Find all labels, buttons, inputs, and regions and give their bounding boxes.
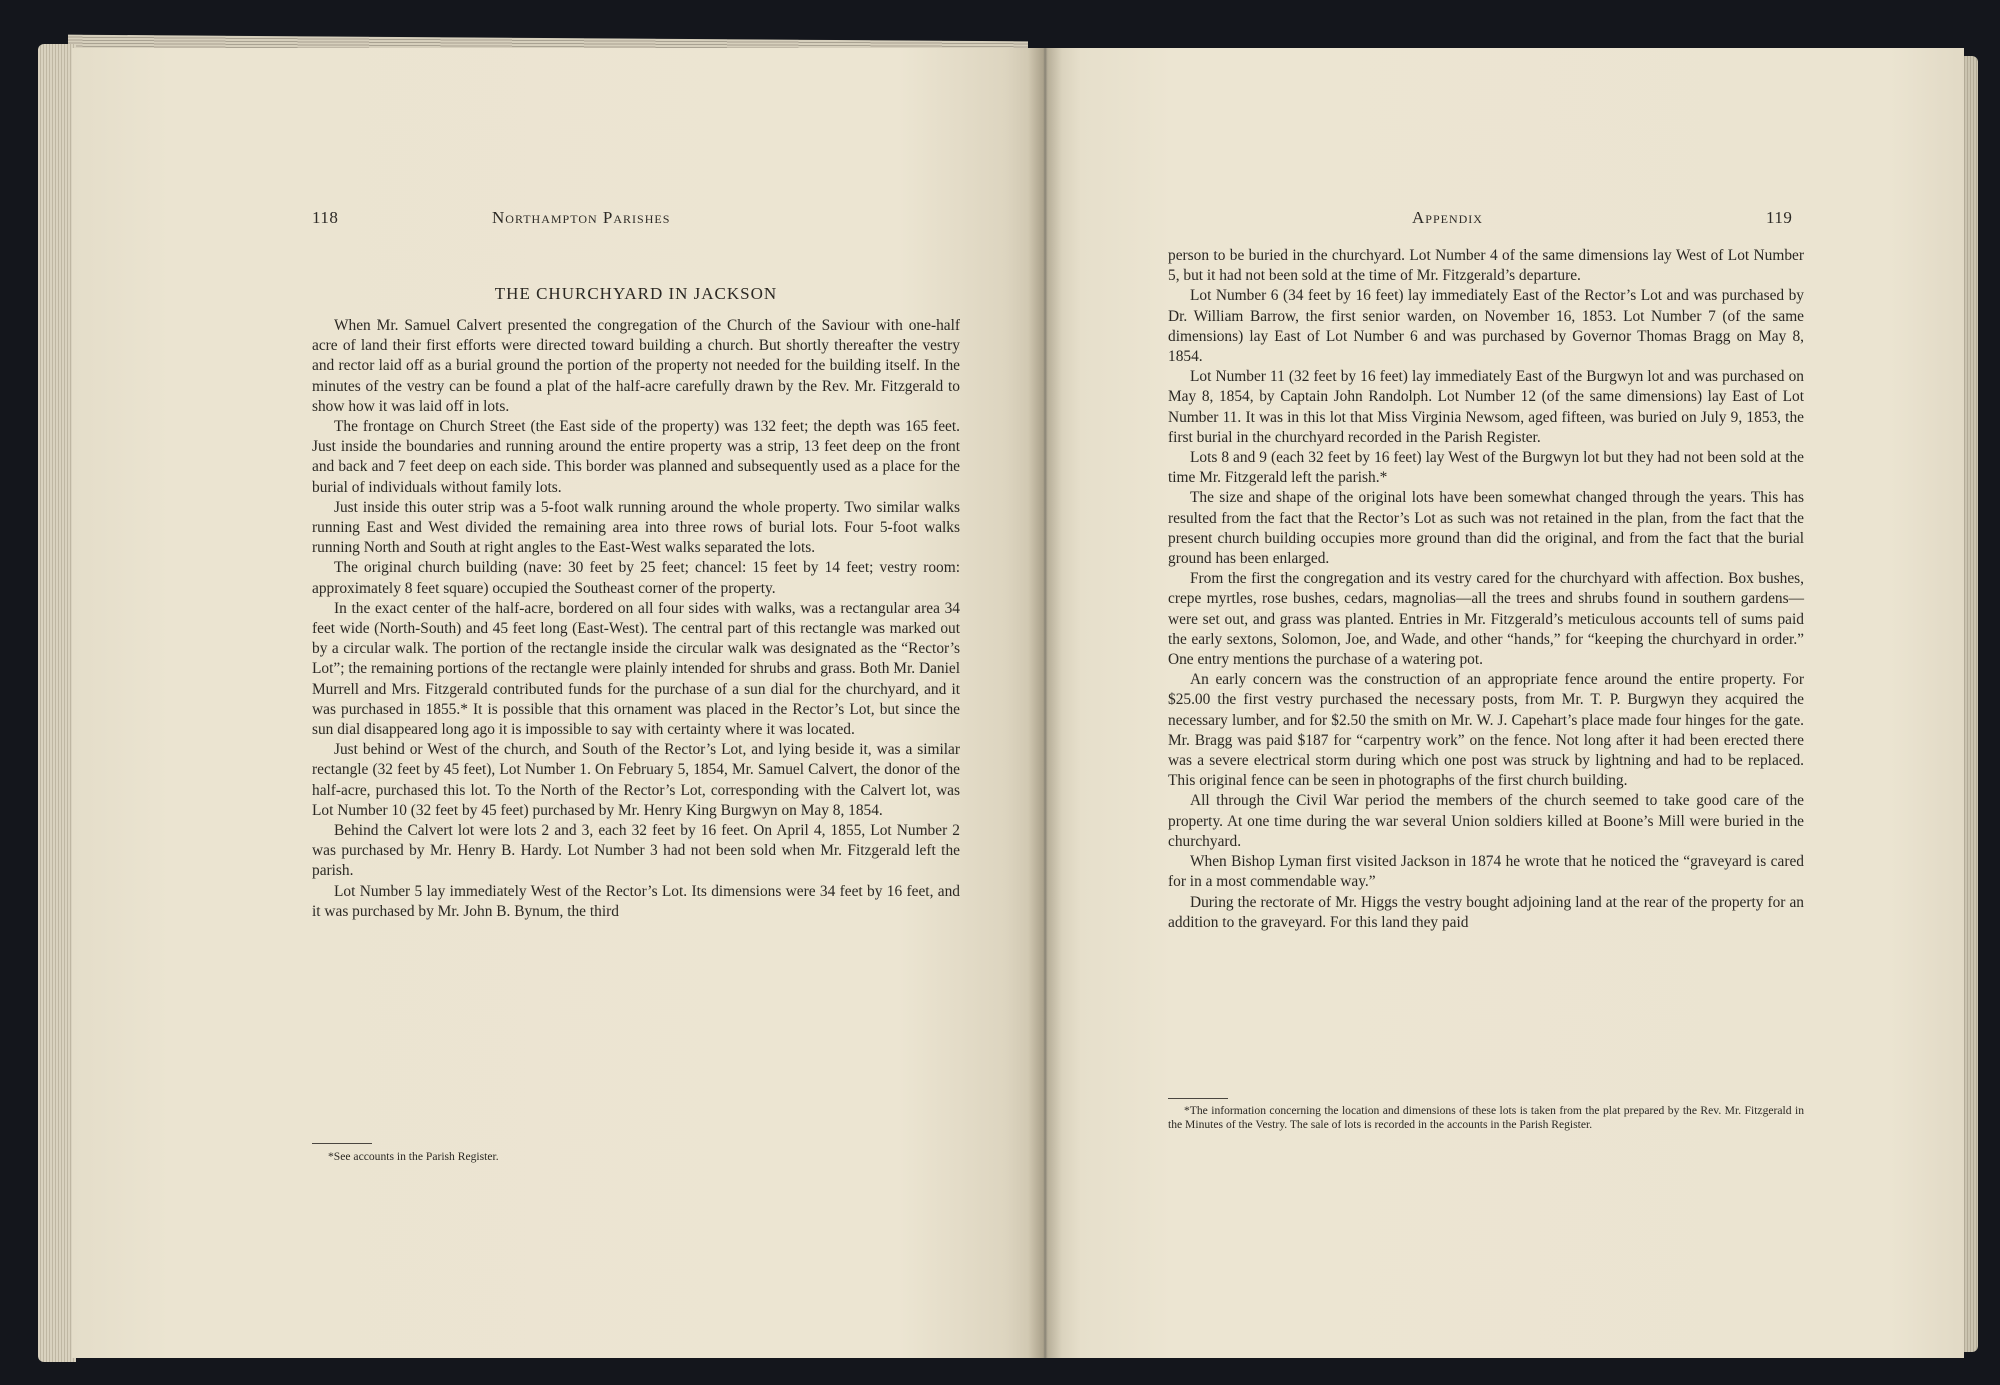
- paragraph: Lot Number 6 (34 feet by 16 feet) lay immediately East of the Rector’s Lot and was purchased by Dr. William Barrow, the first senior warden, on November 16, 1853. Lot Number 7 (of the same dimensions) lay East of Lot Number 6 and was purchased by Governor Thomas Bragg on May 8, 1854.: [1168, 287, 1804, 366]
- left-footnote: [312, 1150, 960, 1164]
- paragraph: During the rectorate of Mr. Higgs the vestry bought adjoining land at the rear of the property for an addition to the graveyard. For this land they paid: [1168, 893, 1804, 931]
- left-running-head: Northampton Parishes: [492, 208, 671, 227]
- paragraph: Lot Number 11 (32 feet by 16 feet) lay immediately East of the Burgwyn lot and was purchased on May 8, 1854, by Captain John Randolph. Lot Number 12 (of the same dimensions) lay East of Lot Number 11. It was in this lot that Miss Virginia Newsom, aged fifteen, was buried on July 9, 1853, the first burial in the churchyard recorded in the Parish Register.: [1168, 368, 1804, 446]
- paragraph: An early concern was the construction of an appropriate fence around the entire property. For $25.00 the first vestry purchased the necessary posts, from Mr. T. P. Burgwyn they acquired the necessary lumber, and for $2.50 the smith on Mr. W. J. Capehart’s place made four hinges for the gate. Mr. Bragg was paid $187 for “carpentry work” on the fence. Not long after it had been erected there was a severe electrical storm during which one post was struck by lightning and had to be replaced. This original fence can be seen in photographs of the first church building.: [1168, 671, 1804, 790]
- footnote-rule: [1168, 1098, 1228, 1099]
- open-book: [38, 38, 1978, 1368]
- paragraph: person to be buried in the churchyard. Lot Number 4 of the same dimensions lay West of Lot Number 5, but it had not been sold at the time of Mr. Fitzgerald’s departure.: [1168, 247, 1804, 285]
- paragraph: Just inside this outer strip was a 5-foot walk running around the whole property. Two similar walks running East and West divided the remaining area into three rows of burial lots. Four 5-foot walks running North and South at right angles to the East-West walks separated the lots.: [312, 498, 960, 557]
- right-body-text: [1168, 246, 1804, 933]
- left-body-text: [312, 316, 960, 922]
- paragraph: The original church building (nave: 30 feet by 25 feet; chancel: 15 feet by 14 feet; vestry room: approximately 8 feet square) occupied the Southeast corner of the property.: [312, 559, 960, 597]
- paragraph: Just behind or West of the church, and South of the Rector’s Lot, and lying beside it, was a similar rectangle (32 feet by 45 feet), Lot Number 1. On February 5, 1854, Mr. Samuel Calvert, the donor of the half-acre, purchased this lot. To the North of the Rector’s Lot, corresponding with the Calvert lot, was Lot Number 10 (32 feet by 45 feet) purchased by Mr. Henry King Burgwyn on May 8, 1854.: [312, 741, 960, 819]
- right-running-head: Appendix: [1412, 208, 1483, 227]
- paragraph: Behind the Calvert lot were lots 2 and 3, each 32 feet by 16 feet. On April 4, 1855, Lot Number 2 was purchased by Mr. Henry B. Hardy. Lot Number 3 had not been sold when Mr. Fitzgerald left the parish.: [312, 822, 960, 880]
- right-footnote: [1168, 1104, 1804, 1132]
- paragraph: The size and shape of the original lots have been somewhat changed through the years. This has resulted from the fact that the Rector’s Lot as such was not retained in the plan, from the fact that the present church building occupies more ground than did the original, and from the fact that the burial ground has been enlarged.: [1168, 489, 1804, 568]
- paragraph: All through the Civil War period the members of the church seemed to take good care of the property. At one time during the war several Union soldiers killed at Boone’s Mill were buried in the churchyard.: [1168, 792, 1804, 850]
- paragraph: Lots 8 and 9 (each 32 feet by 16 feet) lay West of the Burgwyn lot but they had not been sold at the time Mr. Fitzgerald left the parish.*: [1168, 449, 1804, 487]
- book-gutter: [1028, 48, 1062, 1358]
- chapter-title: THE CHURCHYARD IN JACKSON: [494, 284, 778, 303]
- paragraph: In the exact center of the half-acre, bordered on all four sides with walks, was a rectangular area 34 feet wide (North-South) and 45 feet long (East-West). The central part of this rectangle was marked out by a circular walk. The portion of the rectangle inside the circular walk was designated as the “Rector’s Lot”; the remaining portions of the rectangle were plainly intended for shrubs and grass. Both Mr. Daniel Murrell and Mrs. Fitzgerald contributed funds for the purchase of a sun dial for the churchyard, and it was purchased in 1855.* It is possible that this ornament was placed in the Rector’s Lot, but since the sun dial disappeared long ago it is impossible to say with certainty where it was located.: [312, 599, 960, 739]
- paragraph: When Bishop Lyman first visited Jackson in 1874 he wrote that he noticed the “graveyard is cared for in a most commendable way.”: [1168, 853, 1804, 891]
- right-page-number: 119: [1766, 208, 1793, 227]
- footnote-text: *See accounts in the Parish Register.: [328, 1150, 499, 1163]
- left-page-number: 118: [312, 208, 339, 227]
- footnote-rule: [312, 1143, 372, 1144]
- page-edges-left: [38, 44, 76, 1362]
- paragraph: Lot Number 5 lay immediately West of the Rector’s Lot. Its dimensions were 34 feet by 16 feet, and it was purchased by Mr. John B. Bynum, the third: [312, 882, 960, 920]
- paragraph: The frontage on Church Street (the East side of the property) was 132 feet; the depth was 165 feet. Just inside the boundaries and running around the entire property was a strip, 13 feet deep on the front and back and 7 feet deep on each side. This border was planned and subsequently used as a place for the burial of individuals without family lots.: [312, 418, 960, 496]
- right-page: [1044, 48, 1964, 1358]
- left-page: [72, 48, 1044, 1358]
- footnote-text: *The information concerning the location and dimensions of these lots is taken from the plat prepared by the Rev. Mr. Fitzgerald in the Minutes of the Vestry. The sale of lots is recorded in the accounts in the Parish Register.: [1168, 1104, 1804, 1131]
- paragraph: When Mr. Samuel Calvert presented the congregation of the Church of the Saviour with one-half acre of land their first efforts were directed toward building a church. But shortly thereafter the vestry and rector laid off as a burial ground the portion of the property not needed for the building itself. In the minutes of the vestry can be found a plat of the half-acre carefully drawn by the Rev. Mr. Fitzgerald to show how it was laid off in lots.: [312, 317, 960, 415]
- paragraph: From the first the congregation and its vestry cared for the churchyard with affection. Box bushes, crepe myrtles, rose bushes, cedars, magnolias—all the trees and shrubs found in southern gardens—were set out, and grass was planted. Entries in Mr. Fitzgerald’s meticulous accounts tell of sums paid the early sextons, Solomon, Joe, and Wade, and other “hands,” for “keeping the churchyard in order.” One entry mentions the purchase of a watering pot.: [1168, 570, 1804, 669]
